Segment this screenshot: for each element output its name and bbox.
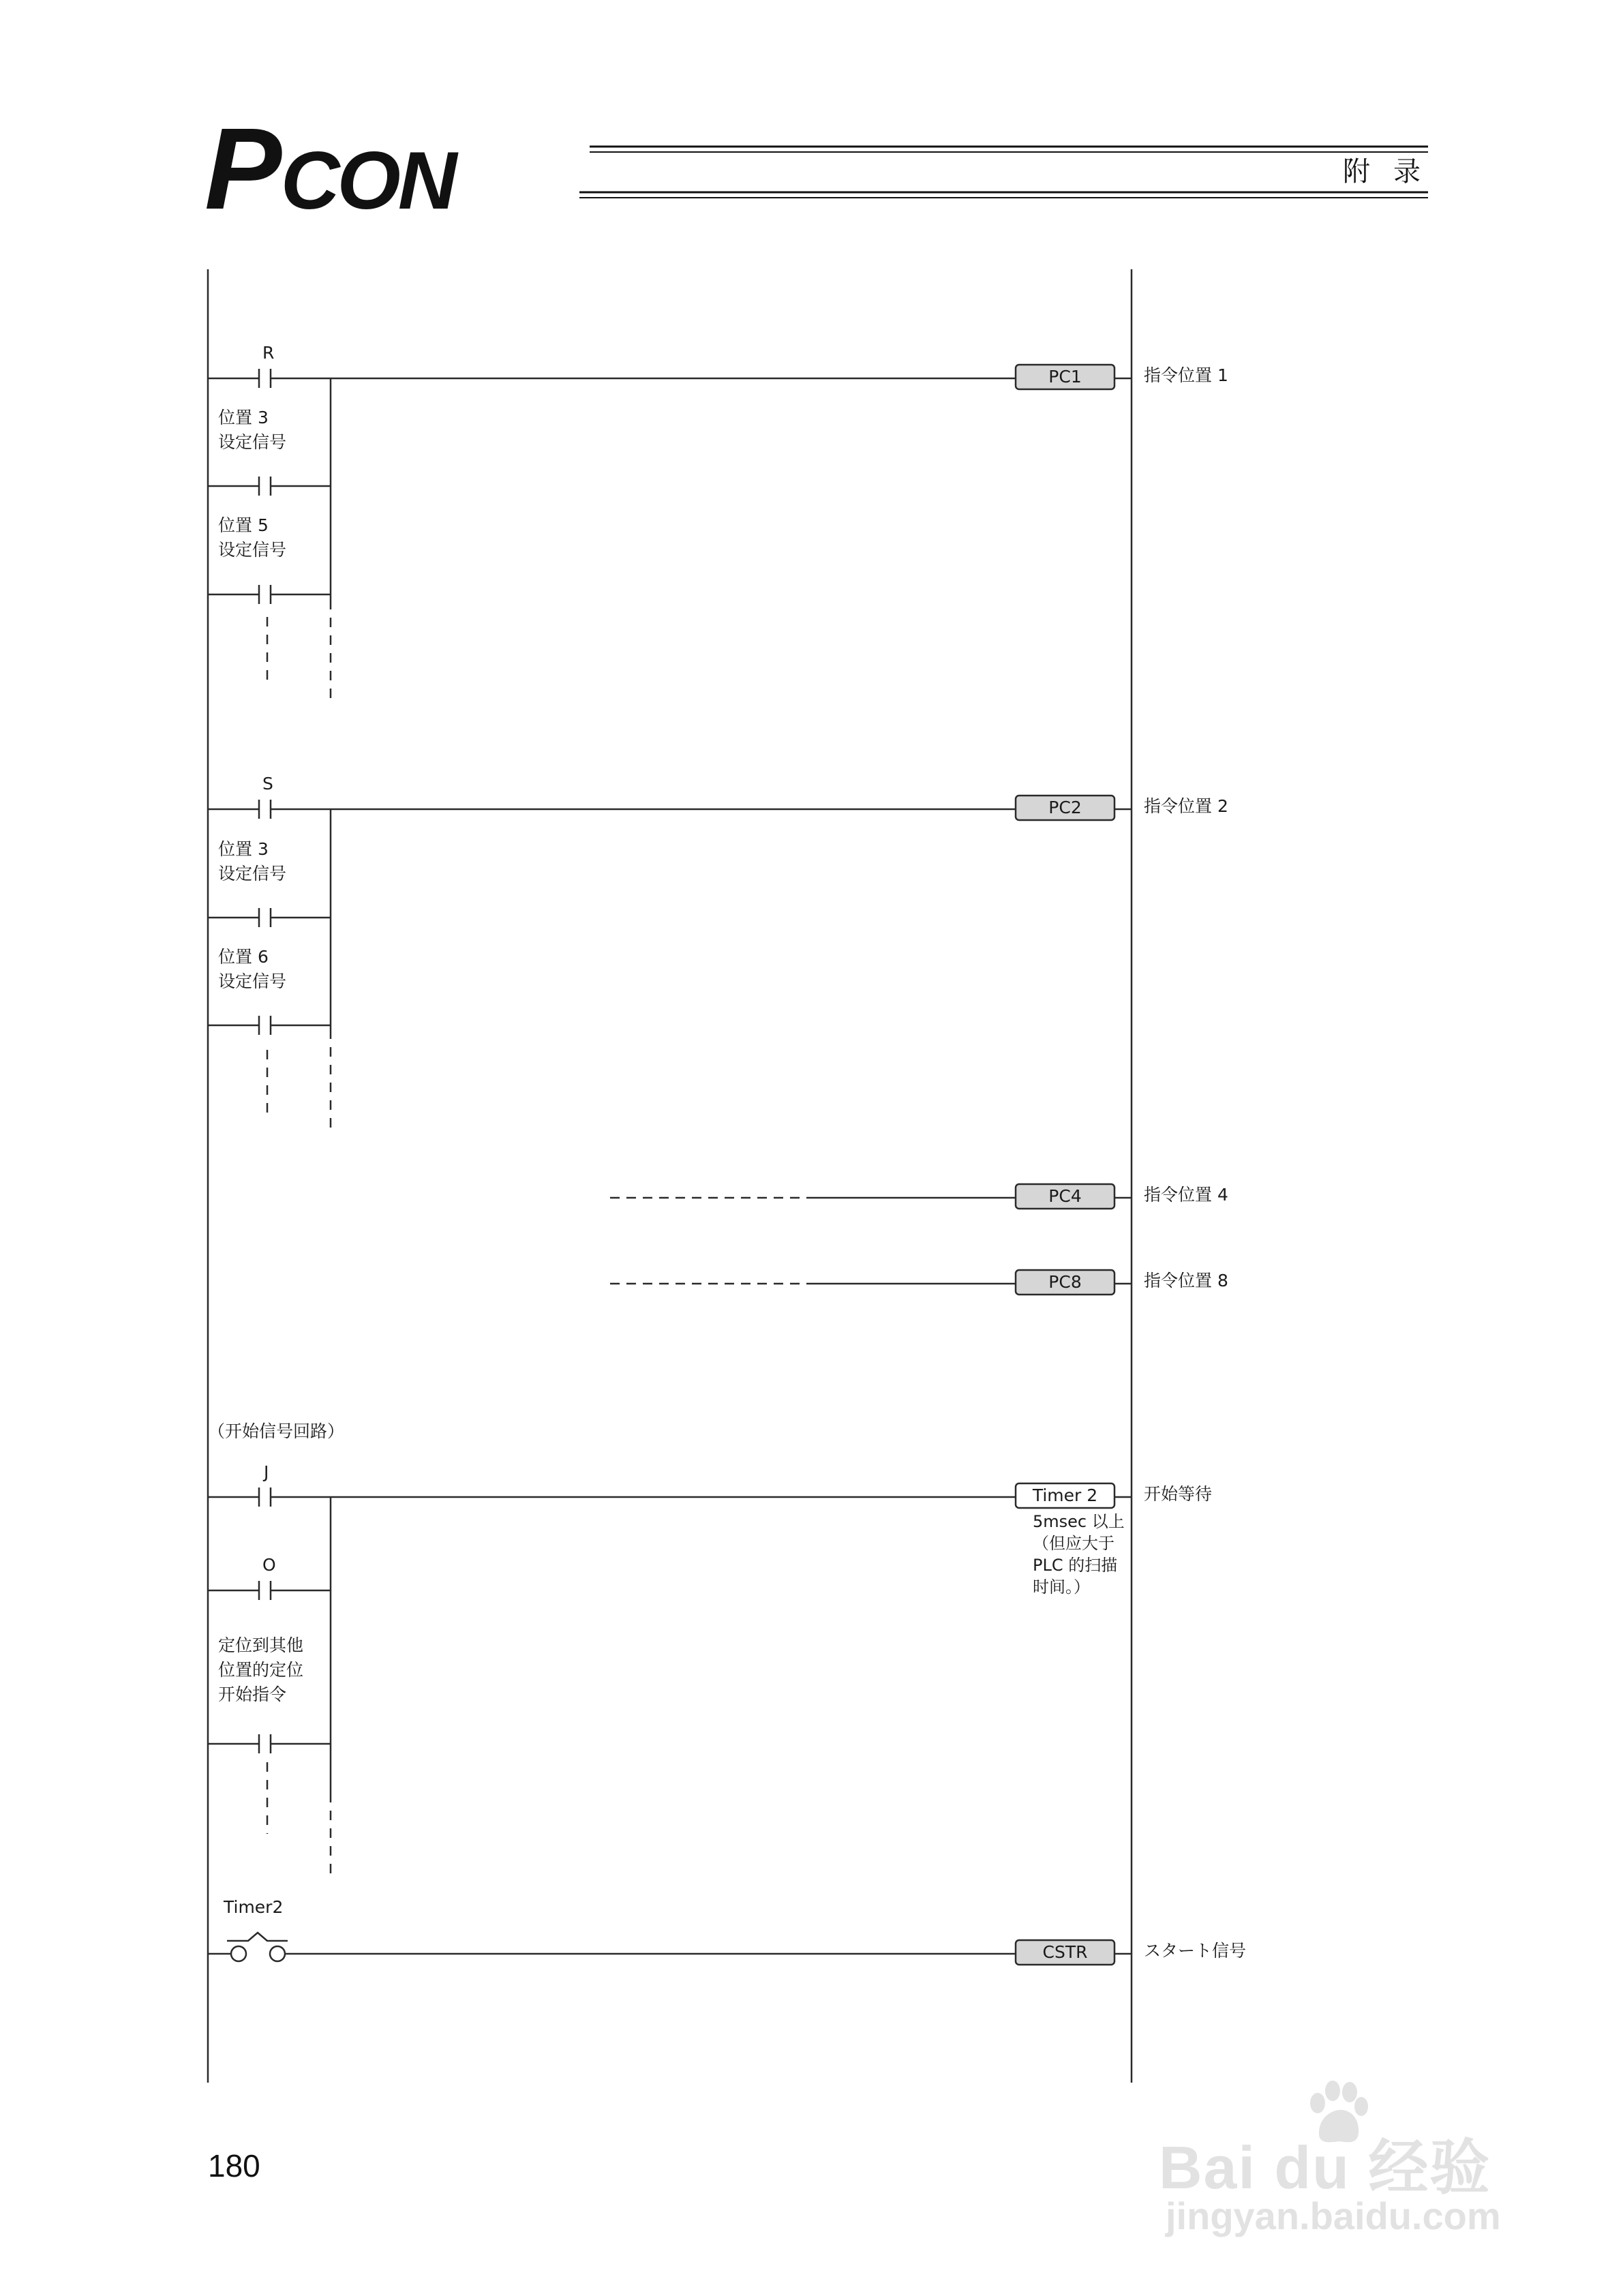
- rung-cstr: [208, 1933, 1132, 1965]
- output-cstr-label: スタート信号: [1144, 1941, 1247, 1961]
- position3-label-2: 位置 3 设定信号: [218, 839, 287, 883]
- coil-timer2-text: Timer 2: [1032, 1485, 1098, 1505]
- contact-timer2-label: Timer2: [224, 1897, 284, 1917]
- coil-cstr-text: CSTR: [1042, 1942, 1088, 1962]
- output-pc8-label: 指令位置 8: [1144, 1271, 1228, 1290]
- watermark-brand: Bai du 经验: [1159, 2134, 1491, 2201]
- output-pc4-label: 指令位置 4: [1144, 1185, 1228, 1205]
- position5-label: 位置 5 设定信号: [218, 515, 287, 560]
- contact-j-label: J: [264, 1462, 269, 1482]
- logo-con: CON: [280, 135, 455, 226]
- coil-pc8-text: PC8: [1048, 1272, 1082, 1292]
- output-pc1-label: 指令位置 1: [1144, 365, 1228, 385]
- coil-pc1-text: PC1: [1048, 367, 1082, 387]
- section-title: 附录: [1343, 156, 1444, 187]
- timer2-contact-arm: [227, 1933, 288, 1941]
- position3-label: 位置 3 设定信号: [218, 408, 287, 452]
- contact-o-label: O: [262, 1555, 276, 1575]
- output-timer2-label: 开始等待: [1144, 1484, 1213, 1504]
- watermark-url: jingyan.baidu.com: [1166, 2194, 1501, 2237]
- timer2-contact-left: [231, 1946, 246, 1961]
- rung-pc1: [208, 365, 1132, 706]
- rung-timer2: [208, 1483, 1132, 1882]
- coil-pc2-text: PC2: [1048, 798, 1082, 817]
- page-number: 180: [208, 2148, 260, 2184]
- timer2-contact-right: [270, 1946, 285, 1961]
- other-position-start-label: 定位到其他 位置的定位 开始指令: [218, 1635, 304, 1704]
- contact-s-label: S: [262, 774, 273, 794]
- position6-label: 位置 6 设定信号: [218, 947, 287, 991]
- coil-pc4-text: PC4: [1048, 1186, 1082, 1206]
- logo-p: P: [204, 104, 278, 234]
- start-circuit-title: （开始信号回路）: [208, 1421, 345, 1441]
- rung-pc2: [208, 796, 1132, 1135]
- output-pc2-label: 指令位置 2: [1144, 796, 1228, 816]
- contact-r-label: R: [262, 343, 275, 363]
- timer2-note: 5msec 以上 （但应大于 PLC 的扫描 时间。）: [1033, 1512, 1125, 1597]
